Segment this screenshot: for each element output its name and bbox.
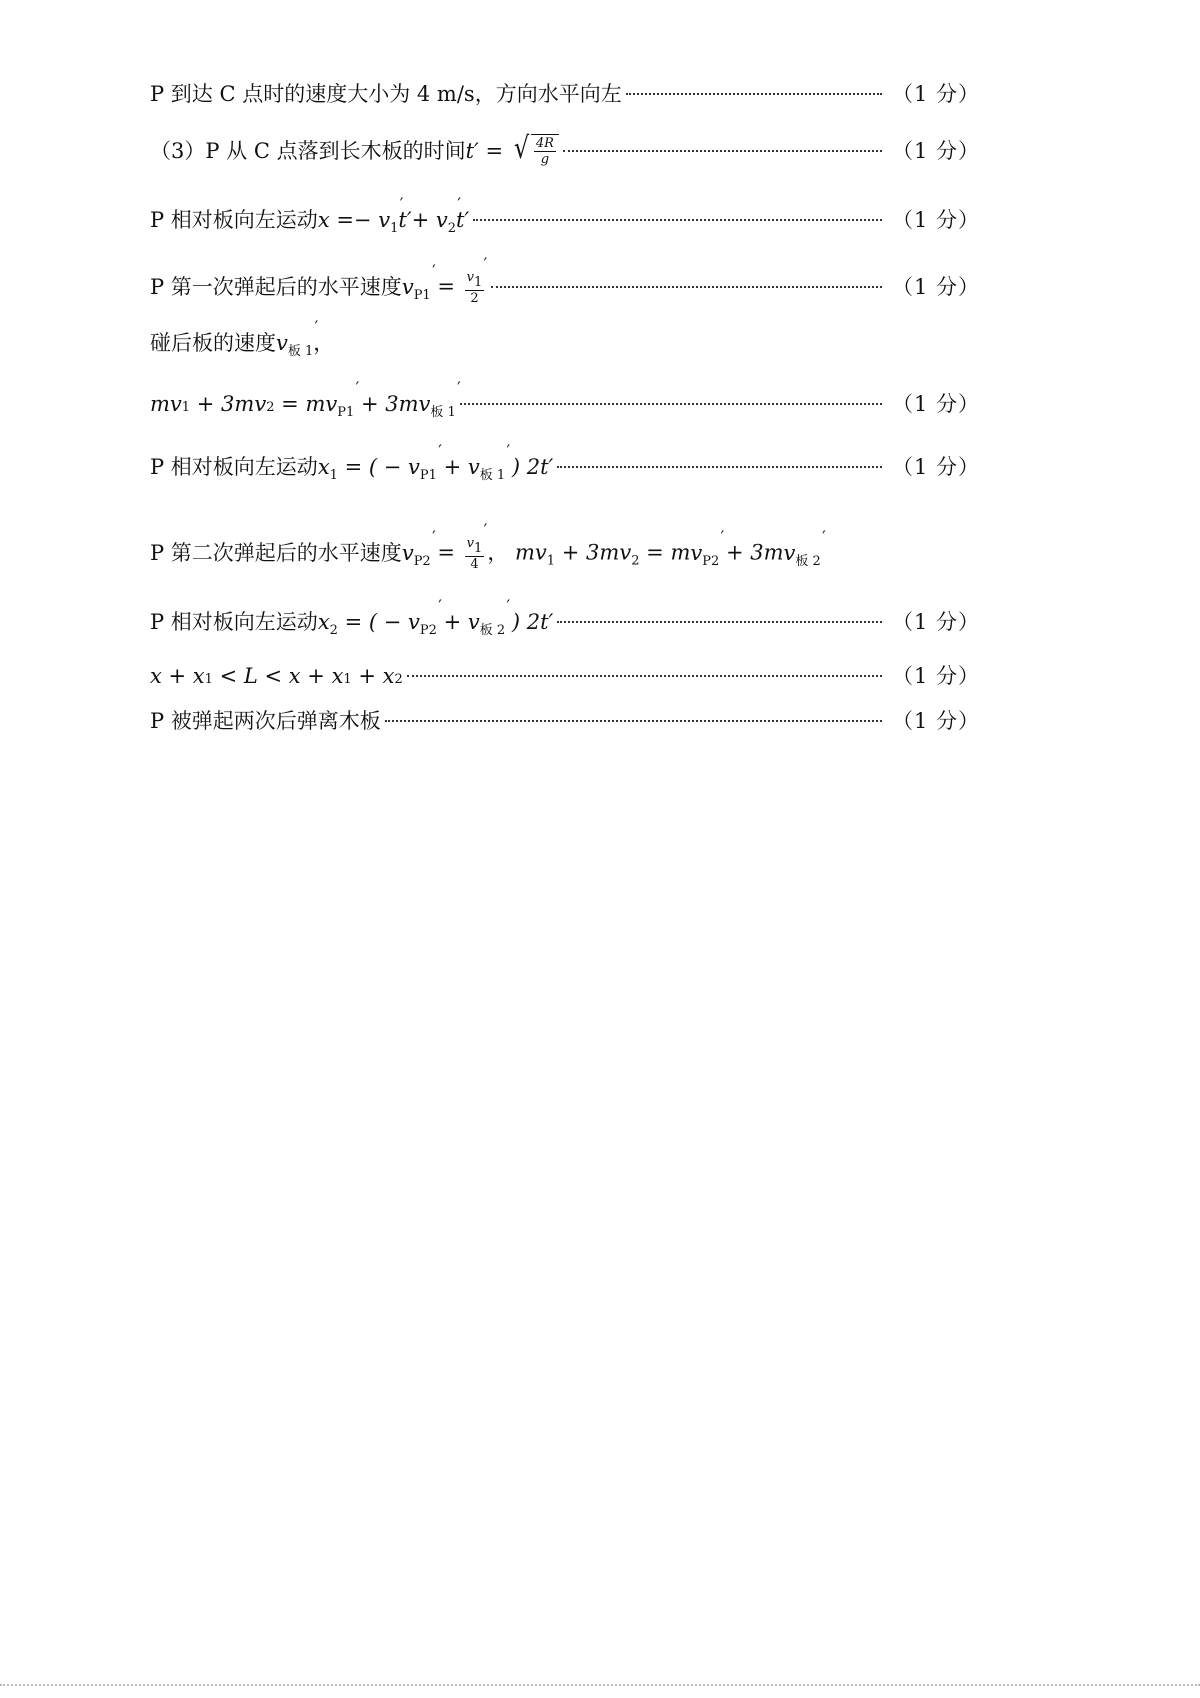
formula-fall-time: t′ = √ $\frac{4R}{g}$: [466, 134, 559, 167]
dot-leader: [557, 620, 882, 623]
sqrt-sign: √ $\frac{4R}{g}$: [512, 134, 559, 167]
dot-leader: [491, 285, 882, 288]
formula-second-bounce: $v_{P2}$ ′ = $\frac{v_1 '}{4}$ ， $mv_1 + 3mv_2 = mv_{P2}$ ′ + $3mv_{板 2}$ ′: [402, 536, 821, 572]
line-5-content: 碰后板的速度 $v_{板 1}$ ′ ，: [150, 327, 334, 359]
solution-line-6: [150, 388, 980, 420]
line-7-content: [150, 451, 553, 483]
score-label: （1 分）: [891, 610, 980, 634]
score-label: （1 分）: [891, 664, 980, 688]
score-label: （1 分）: [891, 208, 980, 232]
solution-line-11: [150, 705, 980, 735]
dot-leader: [557, 465, 882, 468]
solution-line-8: [150, 536, 821, 572]
dot-leader: [563, 149, 882, 152]
line-7-text: P 相对板向左运动: [150, 455, 318, 479]
dot-leader: [407, 674, 882, 677]
dot-leader: [473, 218, 882, 221]
formula-x1: $x_1$ = ( − $v_{P1}$ ′ + $v_{板 1}$ ′ ) 2t′: [318, 455, 554, 483]
solution-line-10: [150, 660, 980, 690]
line-3-content: [150, 204, 469, 236]
page-bottom-divider: [0, 1684, 1200, 1686]
formula-inequality: x + x 1 < L < x + x 1 + x 2: [150, 664, 403, 688]
score-label: （1 分）: [891, 139, 980, 163]
solution-line-5: [150, 327, 334, 359]
score-label: （1 分）: [891, 392, 980, 416]
line-8-content: [150, 536, 821, 572]
score-label: （1 分）: [891, 274, 980, 299]
line-9-text: P 相对板向左运动: [150, 610, 318, 634]
line-9-content: [150, 606, 553, 638]
formula-x2: $x_2$ = ( − $v_{P2}$ ′ + $v_{板 2}$ ′ ) 2t′: [318, 610, 554, 638]
solution-line-1: [150, 78, 980, 108]
solution-line-4: [150, 270, 980, 306]
solution-line-3: [150, 204, 980, 236]
solution-line-7: [150, 451, 980, 483]
score-label: （1 分）: [891, 82, 980, 106]
line-3-text: P 相对板向左运动: [150, 208, 318, 232]
formula-relative-displacement: $x =- v_1$ $'t'+ v_2$ ′t′: [318, 208, 469, 236]
dot-leader: [385, 719, 882, 722]
line-2-prefix: （3）P 从 C 点落到长木板的时间: [150, 139, 466, 163]
line-8-text: P 第二次弹起后的水平速度: [150, 540, 402, 565]
solution-line-2: [150, 131, 980, 167]
dot-leader: [626, 92, 882, 95]
score-label: （1 分）: [891, 455, 980, 479]
formula-first-bounce-velocity: $v_{P1}$ ′ = $\frac{v_1 '}{2}$: [402, 270, 488, 306]
score-label: （1 分）: [891, 709, 980, 733]
formula-momentum-1: m v 1 + 3 m v 2 = m $v_{P1}$ ′ + 3 m $v_{板 1}$ ′: [150, 392, 456, 420]
line-4-content: [150, 270, 487, 306]
line-1-text: P 到达 C 点时的速度大小为 4 m/s，方向水平向左: [150, 82, 622, 106]
line-4-text: P 第一次弹起后的水平速度: [150, 274, 402, 299]
solution-line-9: [150, 606, 980, 638]
dot-leader: [460, 402, 882, 405]
line-2-content: [150, 131, 559, 167]
line-11-text: P 被弹起两次后弹离木板: [150, 709, 381, 733]
formula-board-velocity-1: $v_{板 1}$ ′: [276, 331, 313, 359]
line-5-text: 碰后板的速度: [150, 331, 276, 355]
